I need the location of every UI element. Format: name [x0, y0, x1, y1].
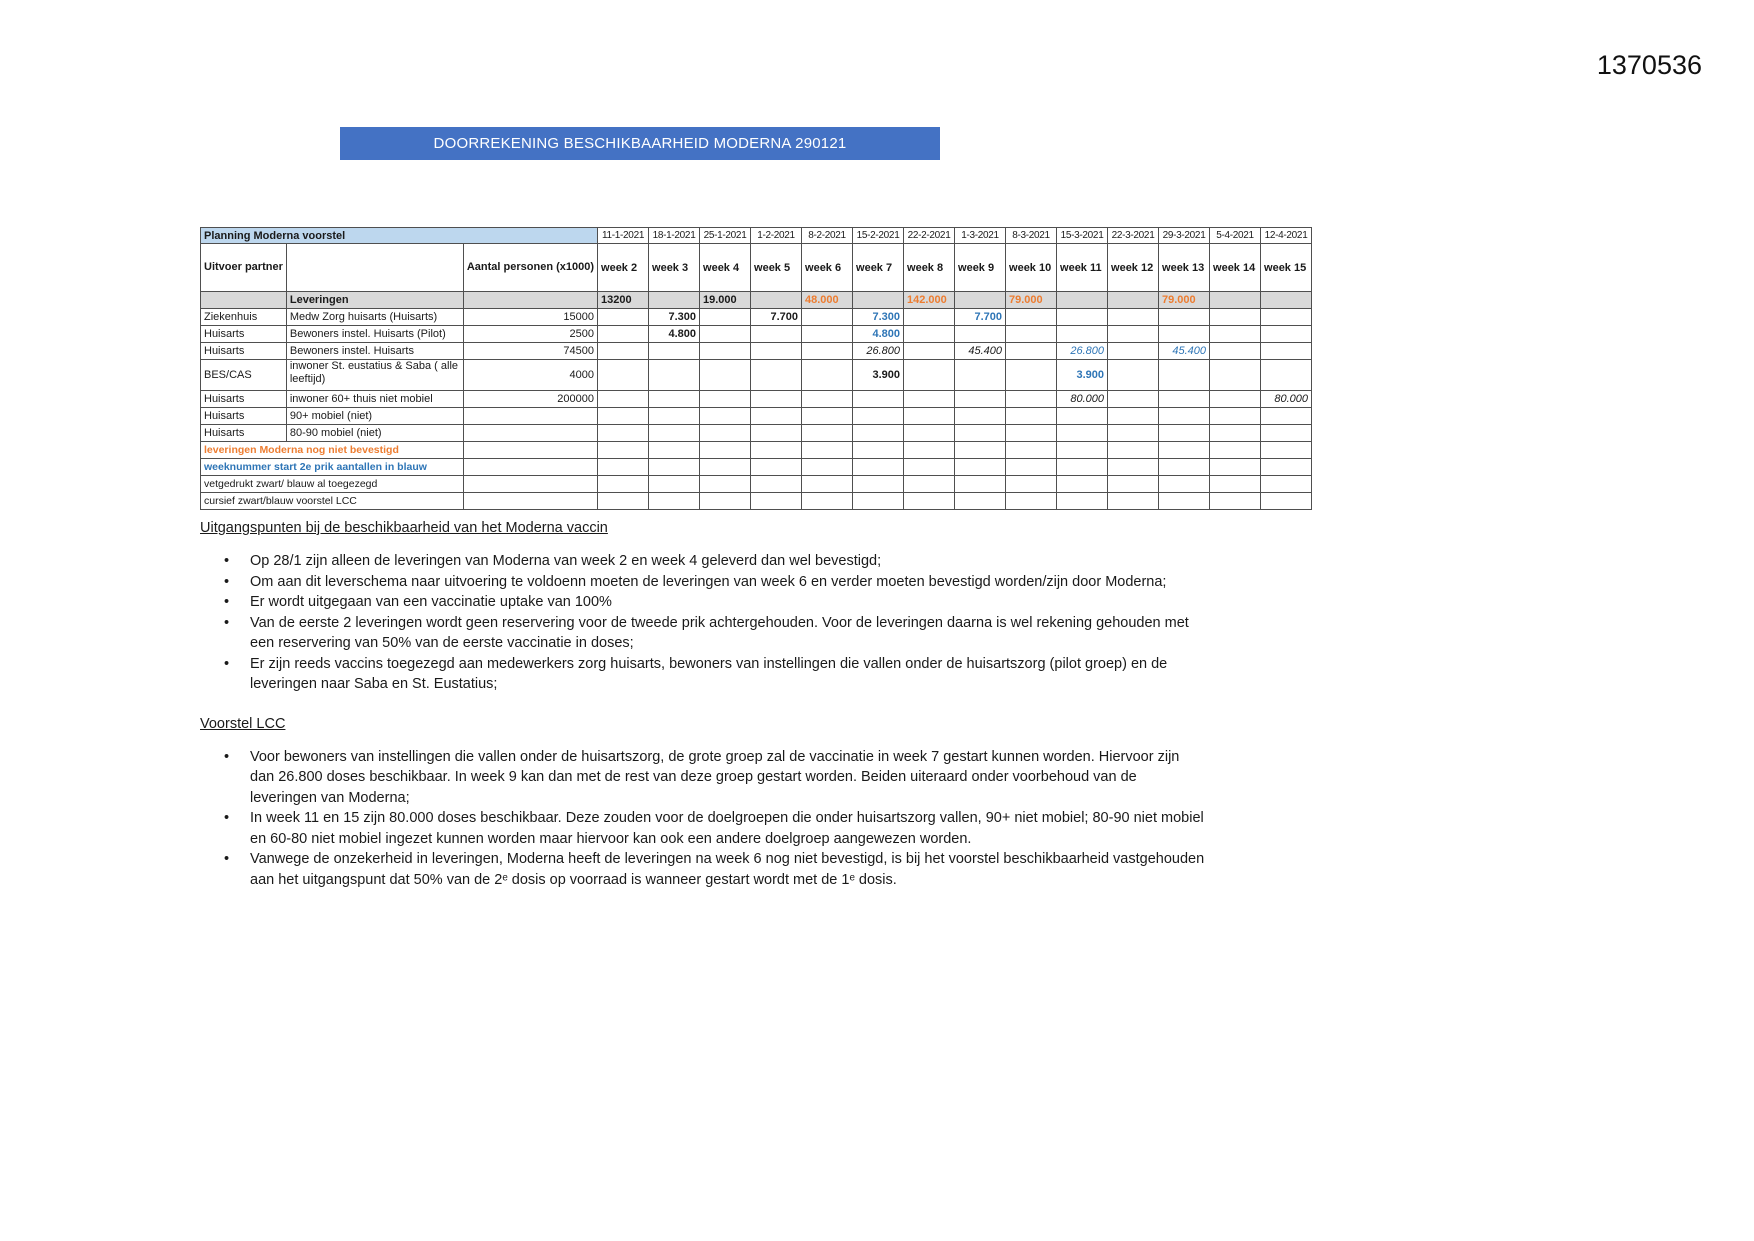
week-value-cell [904, 408, 955, 425]
week-value-cell [1006, 309, 1057, 326]
delivery-value-cell [853, 292, 904, 309]
week-value-cell [1159, 360, 1210, 391]
doelgroep-cell: 90+ mobiel (niet) [286, 408, 463, 425]
table-data-row [201, 360, 1312, 391]
week-value-cell [1108, 408, 1159, 425]
week-value-cell: 7.300 [649, 309, 700, 326]
week-value-cell: 80.000 [1057, 391, 1108, 408]
grid-ghost-cell [1210, 493, 1261, 510]
grid-ghost-cell [598, 442, 649, 459]
grid-ghost-cell [649, 442, 700, 459]
legend-row [201, 493, 1312, 510]
delivery-value-cell: 13200 [598, 292, 649, 309]
bullet-list [200, 747, 1205, 891]
legend-row [201, 476, 1312, 493]
week-value-cell [1261, 360, 1312, 391]
doelgroep-cell: inwoner St. eustatius & Saba ( alle leeftijd) [286, 360, 463, 391]
legend-row [201, 459, 1312, 476]
week-value-cell [955, 408, 1006, 425]
week-value-cell [802, 343, 853, 360]
grid-ghost-cell [1108, 459, 1159, 476]
date-header-cell: 8-2-2021 [802, 228, 853, 244]
week-value-cell: 7.300 [853, 309, 904, 326]
week-value-cell [700, 326, 751, 343]
bullet-item: • Voor bewoners van instellingen die vallen onder de huisartszorg, de grote groep zal de vaccinatie in week 7 gestart kunnen worden. Hiervoor zijn dan 26.800 doses beschikbaar. In week 9 kan dan met de rest van deze groep gestart worden. Beiden uiteraard onder voorbehoud van de leveringen van Moderna; [222, 747, 1205, 809]
bullet-item: • In week 11 en 15 zijn 80.000 doses beschikbaar. Deze zouden voor de doelgroepen die onder huisartszorg vallen, 90+ niet mobiel; 80-90 niet mobiel en 60-80 niet mobiel ingezet kunnen worden maar hiervoor kan ook een andere doelgroep aangewezen worden. [222, 808, 1205, 849]
week-value-cell [802, 425, 853, 442]
banner-title: DOORREKENING BESCHIKBAARHEID MODERNA 290121 [433, 135, 847, 152]
week-value-cell [598, 309, 649, 326]
week-value-cell [598, 391, 649, 408]
week-value-cell [1057, 408, 1108, 425]
grid-ghost-cell [853, 459, 904, 476]
grid-ghost-cell [751, 459, 802, 476]
week-value-cell [1006, 391, 1057, 408]
grid-ghost-cell [751, 442, 802, 459]
grid-ghost-cell [904, 459, 955, 476]
grid-ghost-cell [1006, 493, 1057, 510]
grid-ghost-cell [700, 476, 751, 493]
section-voorstel-lcc [200, 716, 1205, 891]
week-value-cell [751, 326, 802, 343]
week-value-cell [1006, 408, 1057, 425]
grid-ghost-cell [463, 442, 597, 459]
week-value-cell: 7.700 [751, 309, 802, 326]
grid-ghost-cell [802, 442, 853, 459]
week-value-cell [649, 408, 700, 425]
week-value-cell [649, 360, 700, 391]
delivery-value-cell [649, 292, 700, 309]
delivery-value-cell: 79.000 [1006, 292, 1057, 309]
week-header-cell: week 13 [1159, 244, 1210, 292]
week-value-cell [1057, 309, 1108, 326]
week-value-cell [700, 343, 751, 360]
legend-text-cell: cursief zwart/blauw voorstel LCC [201, 493, 464, 510]
week-value-cell [1210, 425, 1261, 442]
table-header-row [201, 244, 1312, 292]
grid-ghost-cell [1057, 493, 1108, 510]
grid-ghost-cell [751, 493, 802, 510]
week-value-cell: 7.700 [955, 309, 1006, 326]
aantal-cell [463, 425, 597, 442]
table-data-row [201, 309, 1312, 326]
week-value-cell: 26.800 [853, 343, 904, 360]
week-value-cell [1159, 309, 1210, 326]
week-value-cell [1261, 309, 1312, 326]
week-header-cell: week 6 [802, 244, 853, 292]
grid-ghost-cell [955, 459, 1006, 476]
week-header-cell: week 5 [751, 244, 802, 292]
week-value-cell [802, 309, 853, 326]
grid-ghost-cell [1108, 442, 1159, 459]
week-value-cell [751, 360, 802, 391]
date-header-cell: 22-2-2021 [904, 228, 955, 244]
table-data-row [201, 326, 1312, 343]
week-value-cell [904, 425, 955, 442]
leveringen-label-cell: Leveringen [286, 292, 463, 309]
week-value-cell [700, 425, 751, 442]
legend-text-cell: weeknummer start 2e prik aantallen in blauw [201, 459, 464, 476]
page-number: 1370536 [1596, 50, 1702, 80]
week-value-cell [751, 343, 802, 360]
week-header-cell: week 12 [1108, 244, 1159, 292]
week-value-cell [598, 425, 649, 442]
grid-ghost-cell [1159, 476, 1210, 493]
grid-ghost-cell [802, 476, 853, 493]
delivery-value-cell [955, 292, 1006, 309]
delivery-value-cell [1108, 292, 1159, 309]
doelgroep-cell: 80-90 mobiel (niet) [286, 425, 463, 442]
grid-ghost-cell [853, 493, 904, 510]
partner-cell: Huisarts [201, 343, 287, 360]
week-value-cell [1108, 343, 1159, 360]
partner-cell: Ziekenhuis [201, 309, 287, 326]
delivery-value-cell: 19.000 [700, 292, 751, 309]
grid-ghost-cell [1108, 476, 1159, 493]
delivery-value-cell [1057, 292, 1108, 309]
delivery-value-cell: 79.000 [1159, 292, 1210, 309]
week-value-cell [649, 425, 700, 442]
grid-ghost-cell [1210, 459, 1261, 476]
bullet-item: • Er wordt uitgegaan van een vaccinatie uptake van 100% [222, 592, 1205, 613]
week-value-cell [853, 425, 904, 442]
grid-ghost-cell [1057, 442, 1108, 459]
week-value-cell [955, 326, 1006, 343]
week-value-cell [1210, 408, 1261, 425]
grid-ghost-cell [463, 476, 597, 493]
grid-ghost-cell [853, 442, 904, 459]
week-header-cell: week 10 [1006, 244, 1057, 292]
grid-ghost-cell [955, 493, 1006, 510]
notes-section [200, 520, 1205, 890]
week-header-cell: week 3 [649, 244, 700, 292]
grid-ghost-cell [649, 476, 700, 493]
grid-ghost-cell [904, 476, 955, 493]
column-header-doelgroep-cell [286, 244, 463, 292]
week-value-cell [1261, 326, 1312, 343]
date-header-cell: 29-3-2021 [1159, 228, 1210, 244]
grid-ghost-cell [955, 442, 1006, 459]
date-header-cell: 1-3-2021 [955, 228, 1006, 244]
grid-cell [201, 292, 287, 309]
bullet-item: • Vanwege de onzekerheid in leveringen, Moderna heeft de leveringen na week 6 nog niet bevestigd, is bij het voorstel beschikbaarheid vastgehouden aan het uitgangspunt dat 50% van de 2ᵉ dosis op voorraad is wanneer gestart wordt met de 1ᵉ dosis. [222, 849, 1205, 890]
week-value-cell [802, 326, 853, 343]
week-value-cell [1159, 391, 1210, 408]
grid-ghost-cell [1006, 476, 1057, 493]
date-header-cell: 15-2-2021 [853, 228, 904, 244]
grid-ghost-cell [1261, 493, 1312, 510]
week-value-cell [1261, 408, 1312, 425]
partner-cell: Huisarts [201, 425, 287, 442]
aantal-cell: 4000 [463, 360, 597, 391]
grid-ghost-cell [700, 493, 751, 510]
week-value-cell [1108, 309, 1159, 326]
week-value-cell [1210, 391, 1261, 408]
grid-ghost-cell [1261, 442, 1312, 459]
grid-ghost-cell [1159, 442, 1210, 459]
doelgroep-cell: Bewoners instel. Huisarts (Pilot) [286, 326, 463, 343]
week-value-cell [1261, 425, 1312, 442]
week-header-cell: week 4 [700, 244, 751, 292]
week-value-cell [1006, 326, 1057, 343]
leveringen-row [201, 292, 1312, 309]
partner-cell: Huisarts [201, 391, 287, 408]
week-value-cell [1159, 425, 1210, 442]
week-value-cell [1057, 425, 1108, 442]
delivery-value-cell: 142.000 [904, 292, 955, 309]
grid-ghost-cell [1159, 493, 1210, 510]
week-value-cell [598, 326, 649, 343]
bullet-item: • Op 28/1 zijn alleen de leveringen van Moderna van week 2 en week 4 geleverd dan wel bevestigd; [222, 551, 1205, 572]
column-header-aantal-cell: Aantal personen (x1000) [463, 244, 597, 292]
week-value-cell [1159, 408, 1210, 425]
week-header-cell: week 8 [904, 244, 955, 292]
week-value-cell [751, 408, 802, 425]
week-value-cell [904, 391, 955, 408]
table-data-row [201, 343, 1312, 360]
week-value-cell: 4.800 [853, 326, 904, 343]
grid-ghost-cell [853, 476, 904, 493]
date-header-cell: 25-1-2021 [700, 228, 751, 244]
table-data-row [201, 391, 1312, 408]
week-header-cell: week 2 [598, 244, 649, 292]
section-uitgangspunten [200, 520, 1205, 695]
week-value-cell [904, 360, 955, 391]
date-header-cell: 8-3-2021 [1006, 228, 1057, 244]
date-header-cell: 5-4-2021 [1210, 228, 1261, 244]
week-value-cell [1006, 343, 1057, 360]
week-value-cell [598, 408, 649, 425]
week-header-cell: week 11 [1057, 244, 1108, 292]
week-header-cell: week 7 [853, 244, 904, 292]
grid-ghost-cell [700, 459, 751, 476]
week-value-cell [802, 391, 853, 408]
grid-ghost-cell [1108, 493, 1159, 510]
week-value-cell [853, 408, 904, 425]
week-value-cell [1006, 360, 1057, 391]
grid-ghost-cell [598, 493, 649, 510]
grid-ghost-cell [649, 493, 700, 510]
date-header-cell: 1-2-2021 [751, 228, 802, 244]
week-value-cell [1057, 326, 1108, 343]
grid-ghost-cell [463, 493, 597, 510]
week-value-cell: 45.400 [955, 343, 1006, 360]
legend-row [201, 442, 1312, 459]
week-value-cell [802, 408, 853, 425]
week-value-cell [1108, 425, 1159, 442]
grid-ghost-cell [1210, 476, 1261, 493]
bullet-item: • Er zijn reeds vaccins toegezegd aan medewerkers zorg huisarts, bewoners van instellingen die vallen onder de huisartszorg (pilot groep) en de leveringen naar Saba en St. Eustatius; [222, 654, 1205, 695]
grid-ghost-cell [1261, 476, 1312, 493]
table-title-cell: Planning Moderna voorstel [201, 228, 598, 244]
week-value-cell [955, 360, 1006, 391]
grid-ghost-cell [1006, 459, 1057, 476]
delivery-value-cell: 48.000 [802, 292, 853, 309]
partner-cell: BES/CAS [201, 360, 287, 391]
week-value-cell [904, 326, 955, 343]
planning-table [200, 227, 1312, 510]
week-value-cell [904, 343, 955, 360]
doelgroep-cell: inwoner 60+ thuis niet mobiel [286, 391, 463, 408]
aantal-cell: 15000 [463, 309, 597, 326]
partner-cell: Huisarts [201, 408, 287, 425]
aantal-cell: 74500 [463, 343, 597, 360]
week-value-cell [700, 408, 751, 425]
week-value-cell [700, 391, 751, 408]
week-value-cell [853, 391, 904, 408]
week-value-cell [955, 425, 1006, 442]
aantal-cell: 200000 [463, 391, 597, 408]
week-value-cell [1159, 326, 1210, 343]
table-data-row [201, 425, 1312, 442]
doelgroep-cell: Bewoners instel. Huisarts [286, 343, 463, 360]
delivery-value-cell [1210, 292, 1261, 309]
week-value-cell [700, 309, 751, 326]
week-value-cell: 3.900 [1057, 360, 1108, 391]
week-value-cell [751, 425, 802, 442]
table-data-row [201, 408, 1312, 425]
grid-ghost-cell [802, 493, 853, 510]
section-heading: Voorstel LCC [200, 715, 286, 732]
week-value-cell [598, 343, 649, 360]
title-banner [340, 127, 940, 160]
week-value-cell [955, 391, 1006, 408]
week-value-cell [700, 360, 751, 391]
grid-ghost-cell [1210, 442, 1261, 459]
grid-ghost-cell [1159, 459, 1210, 476]
week-value-cell [1006, 425, 1057, 442]
week-value-cell [1210, 343, 1261, 360]
bullet-list [200, 551, 1205, 695]
week-header-cell: week 14 [1210, 244, 1261, 292]
date-header-cell: 18-1-2021 [649, 228, 700, 244]
grid-ghost-cell [904, 493, 955, 510]
week-header-cell: week 9 [955, 244, 1006, 292]
column-header-partner-cell: Uitvoer partner [201, 244, 287, 292]
table-title-row [201, 228, 1312, 244]
grid-ghost-cell [598, 459, 649, 476]
week-value-cell [1261, 343, 1312, 360]
week-value-cell [598, 360, 649, 391]
week-value-cell [1210, 309, 1261, 326]
grid-cell [463, 292, 597, 309]
date-header-cell: 11-1-2021 [598, 228, 649, 244]
grid-ghost-cell [1057, 476, 1108, 493]
week-value-cell: 3.900 [853, 360, 904, 391]
week-value-cell [802, 360, 853, 391]
aantal-cell [463, 408, 597, 425]
week-value-cell [1108, 391, 1159, 408]
delivery-value-cell [1261, 292, 1312, 309]
week-value-cell [1210, 326, 1261, 343]
week-value-cell [649, 391, 700, 408]
week-value-cell [904, 309, 955, 326]
section-heading: Uitgangspunten bij de beschikbaarheid van het Moderna vaccin [200, 520, 608, 536]
partner-cell: Huisarts [201, 326, 287, 343]
grid-ghost-cell [649, 459, 700, 476]
legend-text-cell: vetgedrukt zwart/ blauw al toegezegd [201, 476, 464, 493]
week-value-cell: 26.800 [1057, 343, 1108, 360]
grid-ghost-cell [1057, 459, 1108, 476]
grid-ghost-cell [1261, 459, 1312, 476]
grid-ghost-cell [1006, 442, 1057, 459]
week-value-cell: 45.400 [1159, 343, 1210, 360]
grid-ghost-cell [955, 476, 1006, 493]
date-header-cell: 12-4-2021 [1261, 228, 1312, 244]
doelgroep-cell: Medw Zorg huisarts (Huisarts) [286, 309, 463, 326]
bullet-item: • Van de eerste 2 leveringen wordt geen reservering voor de tweede prik achtergehouden. Voor de leveringen daarna is wel rekening gehouden met een reservering van 50% van de eerste vaccinatie in doses; [222, 613, 1205, 654]
date-header-cell: 22-3-2021 [1108, 228, 1159, 244]
grid-ghost-cell [598, 476, 649, 493]
legend-text-cell: leveringen Moderna nog niet bevestigd [201, 442, 464, 459]
grid-ghost-cell [463, 459, 597, 476]
week-value-cell [1108, 360, 1159, 391]
week-value-cell [751, 391, 802, 408]
bullet-item: • Om aan dit leverschema naar uitvoering te voldoenn moeten de leveringen van week 6 en verder moeten bevestigd worden/zijn door Moderna; [222, 572, 1205, 593]
week-value-cell: 4.800 [649, 326, 700, 343]
grid-ghost-cell [904, 442, 955, 459]
delivery-value-cell [751, 292, 802, 309]
grid-ghost-cell [700, 442, 751, 459]
week-value-cell: 80.000 [1261, 391, 1312, 408]
week-value-cell [649, 343, 700, 360]
week-value-cell [1108, 326, 1159, 343]
grid-ghost-cell [802, 459, 853, 476]
week-value-cell [1210, 360, 1261, 391]
grid-ghost-cell [751, 476, 802, 493]
aantal-cell: 2500 [463, 326, 597, 343]
date-header-cell: 15-3-2021 [1057, 228, 1108, 244]
week-header-cell: week 15 [1261, 244, 1312, 292]
